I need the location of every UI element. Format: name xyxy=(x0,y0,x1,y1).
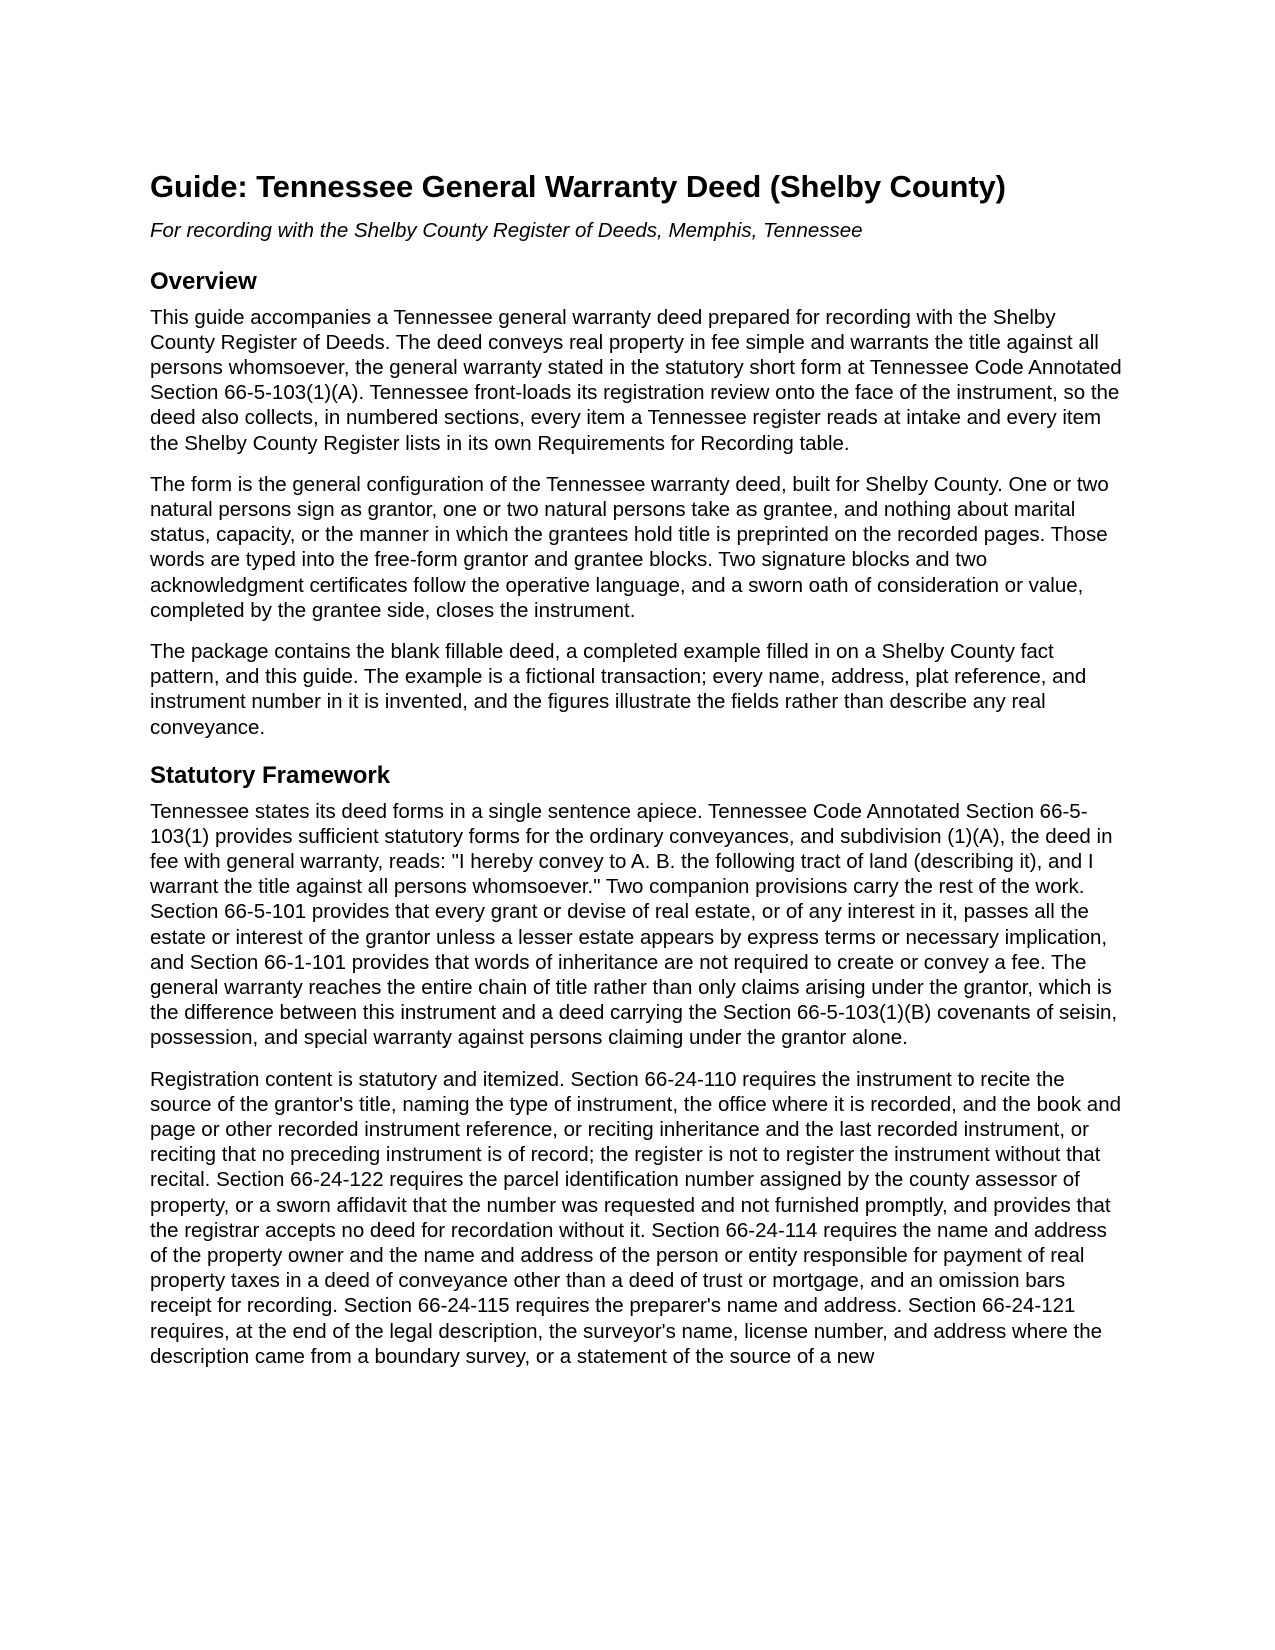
statutory-paragraph-1: Tennessee states its deed forms in a single sentence apiece. Tennessee Code Annotated Section 66-5-103(1) provides sufficient statutory forms for the ordinary conveyances, and subdivision (1)(A), the deed in fee with general warranty, reads: "I hereby convey to A. B. the following tract of land (describing it), and I warrant the title against all persons whomsoever." Two companion provisions carry the rest of the work. Section 66-5-101 provides that every grant or devise of real estate, or of any interest in it, passes all the estate or interest of the grantor unless a lesser estate appears by express terms or necessary implication, and Section 66-1-101 provides that words of inheritance are not required to create or convey a fee. The general warranty reaches the entire chain of title rather than only claims arising under the grantor, which is the difference between this instrument and a deed carrying the Section 66-5-103(1)(B) covenants of seisin, possession, and special warranty against persons claiming under the grantor alone. xyxy=(150,799,1118,1050)
document-page xyxy=(150,168,1125,1369)
overview-paragraph-1: This guide accompanies a Tennessee general warranty deed prepared for recording with the Shelby County Register of Deeds. The deed conveys real property in fee simple and warrants the title against all persons whomsoever, the general warranty stated in the statutory short form at Tennessee Code Annotated Section 66-5-103(1)(A). Tennessee front-loads its registration review onto the face of the instrument, so the deed also collects, in numbered sections, every item a Tennessee register reads at intake and every item the Shelby County Register lists in its own Requirements for Recording table. xyxy=(150,305,1122,455)
section-heading-overview: Overview xyxy=(150,267,257,295)
section-heading-statutory-framework: Statutory Framework xyxy=(150,761,391,789)
overview-paragraph-2: The form is the general configuration of the Tennessee warranty deed, built for Shelby County. One or two natural persons sign as grantor, one or two natural persons take as grantee, and nothing about marital status, capacity, or the manner in which the grantees hold title is preprinted on the recorded pages. Those words are typed into the free-form grantor and grantee blocks. Two signature blocks and two acknowledgment certificates follow the operative language, and a sworn oath of consideration or value, completed by the grantee side, closes the instrument. xyxy=(150,472,1109,622)
document-title: Guide: Tennessee General Warranty Deed (Shelby County) xyxy=(150,169,1006,204)
statutory-paragraph-2: Registration content is statutory and itemized. Section 66-24-110 requires the instrument to recite the source of the grantor's title, naming the type of instrument, the office where it is recorded, and the book and page or other recorded instrument reference, or reciting inheritance and the last recorded instrument, or reciting that no preceding instrument is of record; the register is not to register the instrument without that recital. Section 66-24-122 requires the parcel identification number assigned by the county assessor of property, or a sworn affidavit that the number was requested and not furnished promptly, and provides that the registrar accepts no deed for recordation without it. Section 66-24-114 requires the name and address of the property owner and the name and address of the person or entity responsible for payment of real property taxes in a deed of conveyance other than a deed of trust or mortgage, and an omission bars receipt for recording. Section 66-24-115 requires the preparer's name and address. Section 66-24-121 requires, at the end of the legal description, the surveyor's name, license number, and address where the description came from a boundary survey, or a statement of the source of a new xyxy=(150,1067,1122,1368)
document-subtitle: For recording with the Shelby County Register of Deeds, Memphis, Tennessee xyxy=(150,219,863,243)
overview-paragraph-3: The package contains the blank fillable deed, a completed example filled in on a Shelby County fact pattern, and this guide. The example is a fictional transaction; every name, address, plat reference, and instrument number in it is invented, and the figures illustrate the fields rather than describe any real conveyance. xyxy=(150,640,1087,739)
